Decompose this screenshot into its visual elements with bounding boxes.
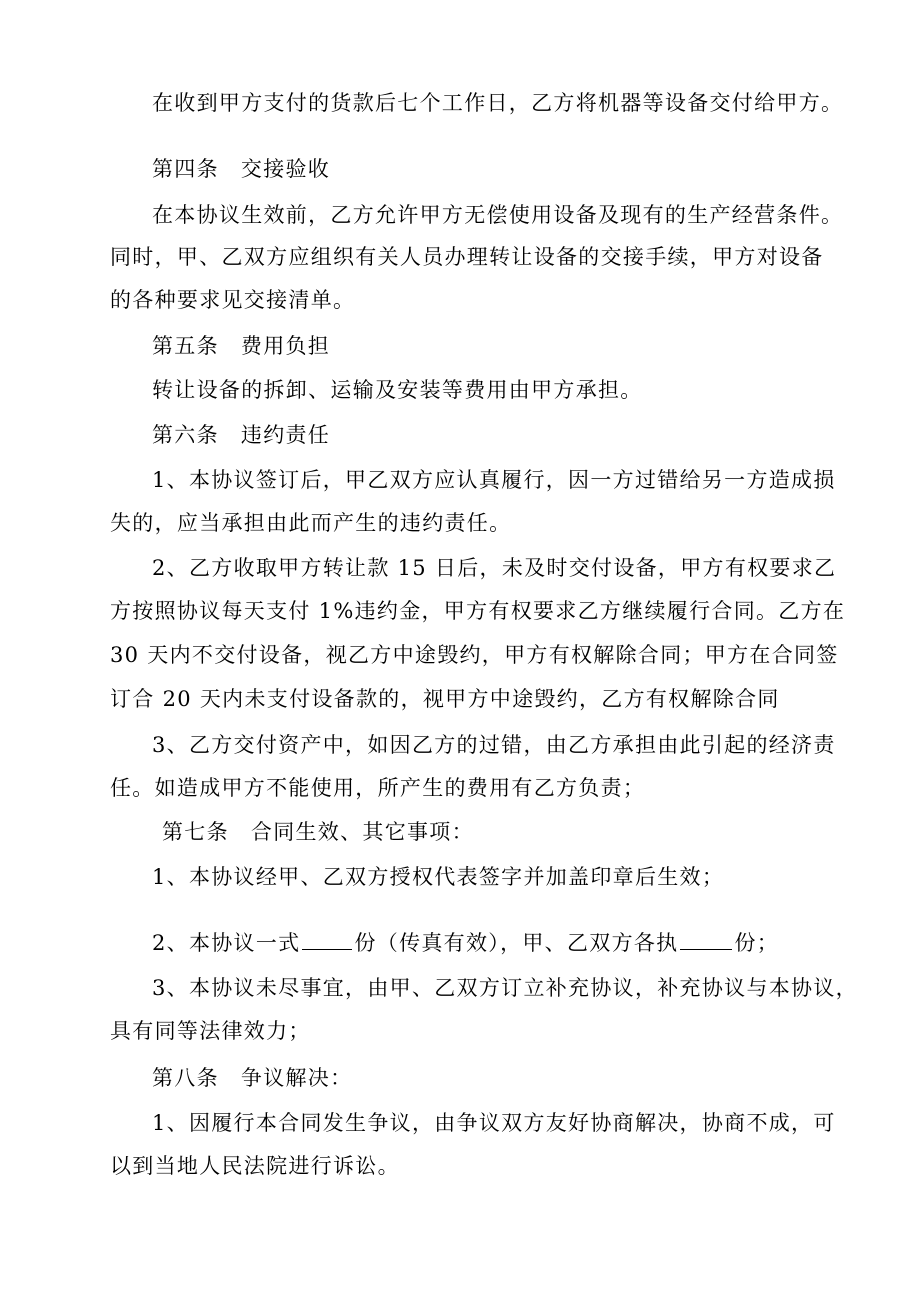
article-8-heading xyxy=(152,1063,352,1093)
clause-7-2-part-c: 份； xyxy=(734,931,780,955)
clause-6-2-line-4: 订合 20 天内未支付设备款的，视甲方中途毁约，乙方有权解除合同 xyxy=(110,687,780,711)
clause-6-2-line-1: 2、乙方收取甲方转让款 15 日后，未及时交付设备，甲方有权要求乙 xyxy=(152,556,837,580)
para-handover-line-3: 的各种要求见交接清单。 xyxy=(110,288,356,312)
clause-7-2-part-a: 2、本协议一式 xyxy=(152,931,301,955)
para-handover-line-2: 同时，甲、乙双方应组织有关人员办理转让设备的交接手续，甲方对设备 xyxy=(110,245,824,269)
clause-6-3-line-2: 任。如造成甲方不能使用，所产生的费用有乙方负责； xyxy=(110,776,646,800)
article-6-number: 第六条 xyxy=(152,423,219,447)
clause-7-3-line-2: 具有同等法律效力； xyxy=(110,1019,311,1043)
clause-8-1-line-2: 以到当地人民法院进行诉讼。 xyxy=(110,1154,400,1178)
clause-6-1-line-1: 1、本协议签订后，甲乙双方应认真履行，因一方过错给另一方造成损 xyxy=(152,468,836,492)
copies-total-blank xyxy=(302,931,352,950)
clause-6-2-line-2: 方按照协议每天支付 1%违约金，甲方有权要求乙方继续履行合同。乙方在 xyxy=(110,599,846,623)
article-4-title: 交接验收 xyxy=(240,157,331,181)
clause-6-2-line-3: 30 天内不交付设备，视乙方中途毁约，甲方有权解除合同；甲方在合同签 xyxy=(110,643,839,667)
clause-6-1-line-2: 失的，应当承担由此而产生的违约责任。 xyxy=(110,511,512,535)
para-delivery-line: 在收到甲方支付的货款后七个工作日，乙方将机器等设备交付给甲方。 xyxy=(152,91,844,115)
clause-7-3-line-1: 3、本协议未尽事宜，由甲、乙双方订立补充协议，补充协议与本协议， xyxy=(152,976,858,1000)
article-5-title: 费用负担 xyxy=(240,334,331,358)
article-8-number: 第八条 xyxy=(152,1066,219,1090)
clause-8-1-line-1: 1、因履行本合同发生争议，由争议双方友好协商解决，协商不成，可 xyxy=(152,1111,836,1135)
para-handover-line-1: 在本协议生效前，乙方允许甲方无偿使用设备及现有的生产经营条件。 xyxy=(152,203,844,227)
clause-7-1-line: 1、本协议经甲、乙双方授权代表签字并加盖印章后生效； xyxy=(152,865,725,889)
article-7-heading xyxy=(162,817,474,847)
article-7-number: 第七条 xyxy=(162,820,229,844)
article-5-number: 第五条 xyxy=(152,334,219,358)
clause-6-3-line-1: 3、乙方交付资产中，如因乙方的过错，由乙方承担由此引起的经济责 xyxy=(152,733,836,757)
clause-7-2-part-b: 份（传真有效），甲、乙双方各执 xyxy=(354,931,679,955)
copies-each-blank xyxy=(680,931,732,950)
article-8-title: 争议解决： xyxy=(240,1066,353,1090)
article-6-title: 违约责任 xyxy=(240,423,331,447)
article-4-number: 第四条 xyxy=(152,157,219,181)
article-7-title: 合同生效、其它事项： xyxy=(250,820,474,844)
clause-7-2-line xyxy=(152,928,779,958)
article-5-heading xyxy=(152,331,330,361)
article-4-heading xyxy=(152,154,330,184)
para-costs-line: 转让设备的拆卸、运输及安装等费用由甲方承担。 xyxy=(152,378,643,402)
article-6-heading xyxy=(152,420,330,450)
